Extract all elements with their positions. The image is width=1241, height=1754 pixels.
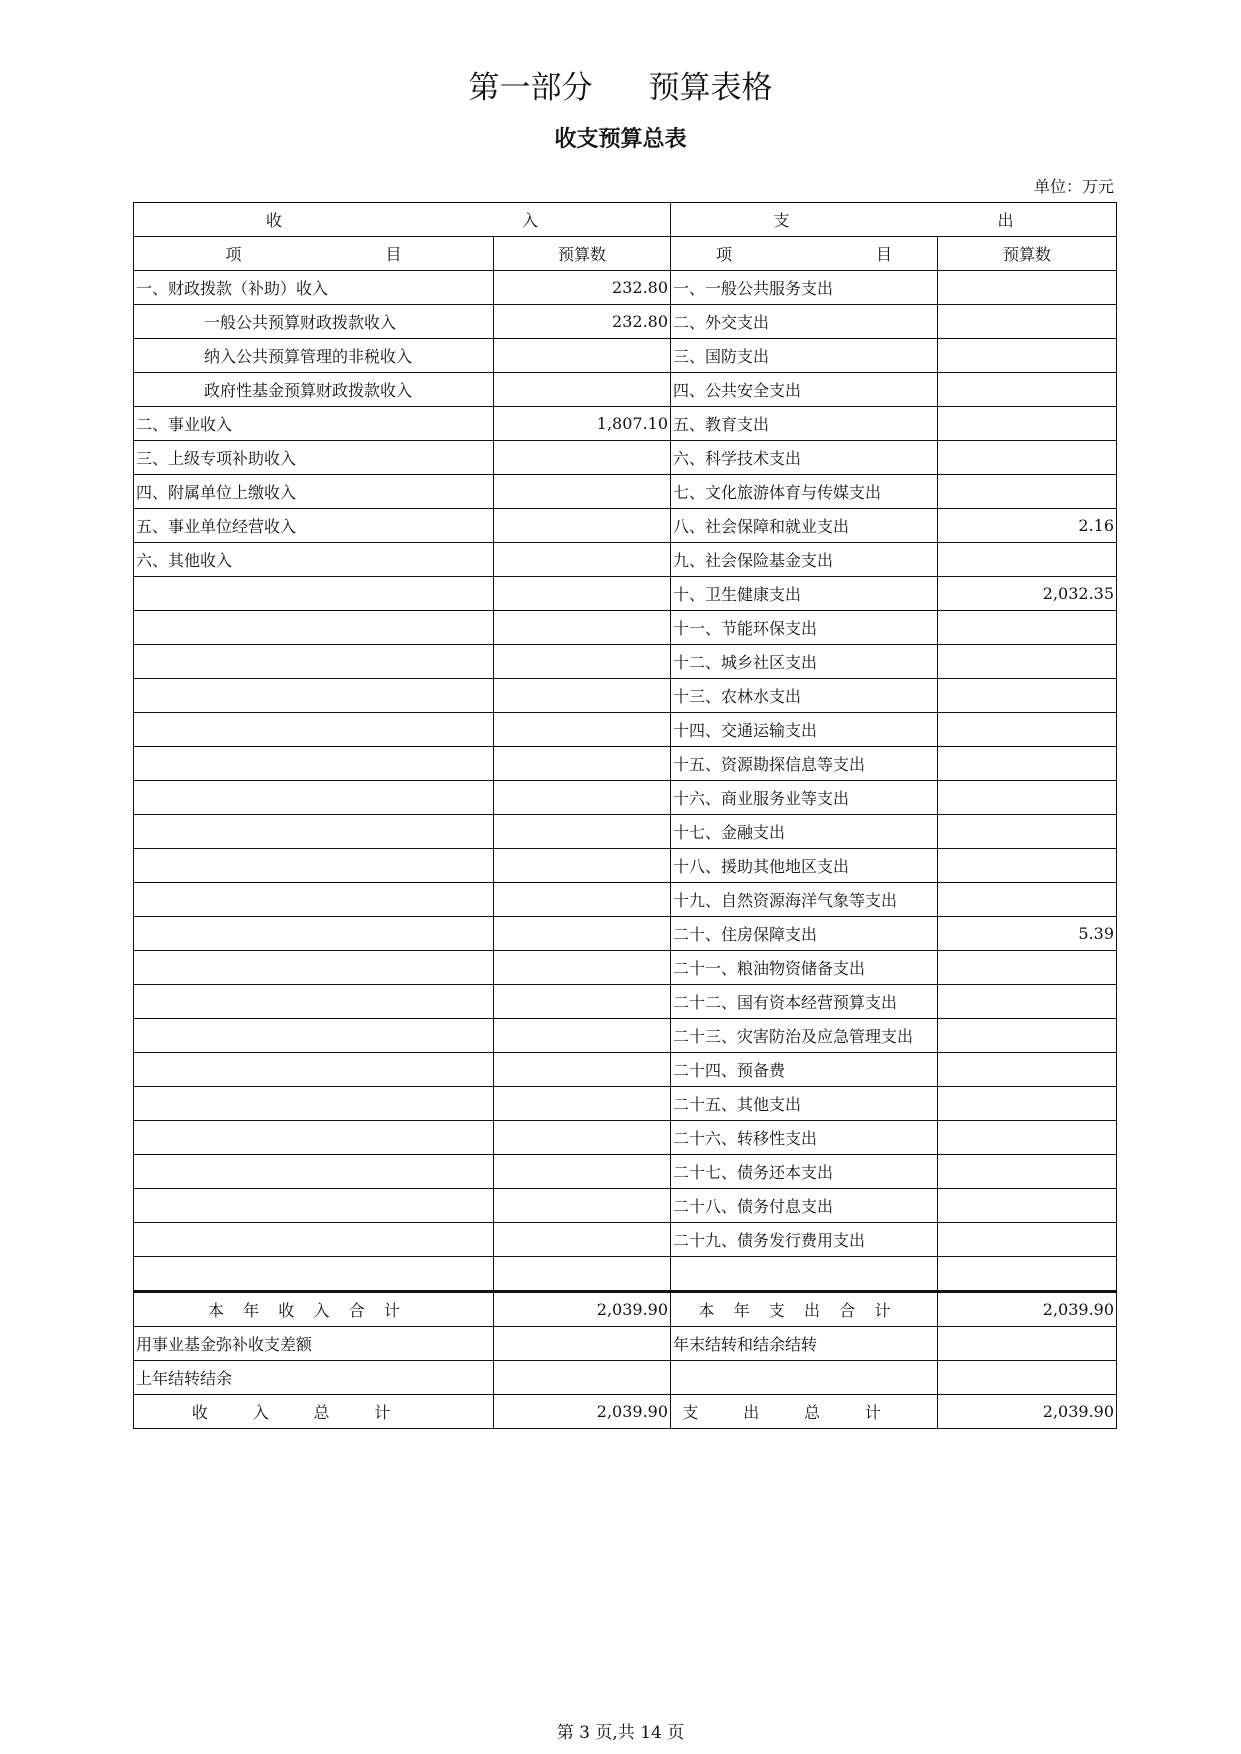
income-value — [494, 1189, 671, 1223]
table-row — [134, 713, 1117, 747]
expense-item: 二十七、债务还本支出 — [671, 1155, 938, 1189]
income-item — [134, 917, 494, 951]
income-item — [134, 577, 494, 611]
expense-value — [938, 339, 1117, 373]
expense-item: 八、社会保障和就业支出 — [671, 509, 938, 543]
expense-value — [938, 849, 1117, 883]
year-income-value: 2,039.90 — [494, 1292, 671, 1327]
income-value — [494, 1053, 671, 1087]
income-item — [134, 849, 494, 883]
year-expense-value: 2,039.90 — [938, 1292, 1117, 1327]
expense-value — [938, 441, 1117, 475]
table-row — [134, 951, 1117, 985]
income-value — [494, 849, 671, 883]
expense-item: 九、社会保险基金支出 — [671, 543, 938, 577]
expense-value — [938, 815, 1117, 849]
income-item — [134, 781, 494, 815]
income-item — [134, 1155, 494, 1189]
expense-value — [938, 781, 1117, 815]
expense-item: 二十二、国有资本经营预算支出 — [671, 985, 938, 1019]
income-item — [134, 815, 494, 849]
fund-row — [134, 1327, 1117, 1361]
table-row — [134, 577, 1117, 611]
table-row — [134, 985, 1117, 1019]
table-row — [134, 1155, 1117, 1189]
income-item: 三、上级专项补助收入 — [134, 441, 494, 475]
income-value — [494, 509, 671, 543]
expense-value — [938, 373, 1117, 407]
expense-item: 十二、城乡社区支出 — [671, 645, 938, 679]
income-value: 232.80 — [494, 305, 671, 339]
income-item — [134, 1121, 494, 1155]
table-row — [134, 407, 1117, 441]
income-item: 一、财政拨款（补助）收入 — [134, 271, 494, 305]
income-total-value: 2,039.90 — [494, 1395, 671, 1429]
year-income-label: 本年收入合计 — [134, 1292, 494, 1327]
table-row — [134, 645, 1117, 679]
expense-item: 二十一、粮油物资储备支出 — [671, 951, 938, 985]
expense-value — [938, 1121, 1117, 1155]
income-value — [494, 679, 671, 713]
table-row — [134, 373, 1117, 407]
income-item — [134, 883, 494, 917]
expense-value — [938, 475, 1117, 509]
subheader-row — [134, 237, 1117, 271]
table-row — [134, 883, 1117, 917]
income-value: 1,807.10 — [494, 407, 671, 441]
expense-item: 十六、商业服务业等支出 — [671, 781, 938, 815]
expense-amount-header: 预算数 — [938, 237, 1117, 271]
expense-header: 支 出 — [671, 203, 1117, 237]
grand-total-row — [134, 1395, 1117, 1429]
header-row — [134, 203, 1117, 237]
income-value — [494, 1019, 671, 1053]
income-item — [134, 713, 494, 747]
expense-value: 5.39 — [938, 917, 1117, 951]
expense-value — [938, 543, 1117, 577]
expense-item: 二十六、转移性支出 — [671, 1121, 938, 1155]
table-row — [134, 339, 1117, 373]
income-item: 纳入公共预算管理的非税收入 — [134, 339, 494, 373]
expense-item: 二十四、预备费 — [671, 1053, 938, 1087]
year-total-row — [134, 1292, 1117, 1327]
expense-item: 十四、交通运输支出 — [671, 713, 938, 747]
table-row — [134, 1223, 1117, 1257]
table-row — [134, 1257, 1117, 1292]
table-row — [134, 475, 1117, 509]
income-value — [494, 441, 671, 475]
income-value — [494, 985, 671, 1019]
income-item — [134, 679, 494, 713]
income-value — [494, 373, 671, 407]
income-item: 政府性基金预算财政拨款收入 — [134, 373, 494, 407]
expense-value — [938, 747, 1117, 781]
expense-value — [938, 1223, 1117, 1257]
expense-value — [938, 985, 1117, 1019]
expense-value — [938, 1189, 1117, 1223]
expense-item: 二十八、债务付息支出 — [671, 1189, 938, 1223]
expense-value — [938, 1019, 1117, 1053]
expense-value — [938, 271, 1117, 305]
expense-value — [938, 883, 1117, 917]
expense-value — [938, 679, 1117, 713]
prev-label: 上年结转结余 — [134, 1361, 494, 1395]
income-header: 收 入 — [134, 203, 671, 237]
income-value — [494, 713, 671, 747]
income-value — [494, 1087, 671, 1121]
table-row — [134, 1121, 1117, 1155]
table-row — [134, 849, 1117, 883]
part-label: 第一部分 — [468, 70, 593, 106]
expense-item: 十、卫生健康支出 — [671, 577, 938, 611]
expense-value — [938, 1087, 1117, 1121]
expense-value — [938, 611, 1117, 645]
expense-item: 二十五、其他支出 — [671, 1087, 938, 1121]
income-item: 二、事业收入 — [134, 407, 494, 441]
expense-item: 三、国防支出 — [671, 339, 938, 373]
income-value — [494, 543, 671, 577]
expense-item: 二、外交支出 — [671, 305, 938, 339]
page-number: 第 3 页,共 14 页 — [556, 1723, 685, 1743]
income-amount-header: 预算数 — [494, 237, 671, 271]
table-row — [134, 1019, 1117, 1053]
expense-item-header: 项 目 — [671, 237, 938, 271]
income-value — [494, 611, 671, 645]
income-value — [494, 1121, 671, 1155]
expense-item — [671, 1257, 938, 1292]
income-item: 六、其他收入 — [134, 543, 494, 577]
income-item — [134, 985, 494, 1019]
income-item — [134, 747, 494, 781]
income-value — [494, 1155, 671, 1189]
income-value — [494, 475, 671, 509]
expense-item: 四、公共安全支出 — [671, 373, 938, 407]
income-item-header: 项 目 — [134, 237, 494, 271]
income-item — [134, 1257, 494, 1292]
expense-item: 十三、农林水支出 — [671, 679, 938, 713]
income-value — [494, 815, 671, 849]
income-item: 五、事业单位经营收入 — [134, 509, 494, 543]
page-title — [0, 62, 1241, 107]
table-row — [134, 781, 1117, 815]
table-row — [134, 509, 1117, 543]
income-value — [494, 883, 671, 917]
expense-item: 五、教育支出 — [671, 407, 938, 441]
table-row — [134, 441, 1117, 475]
expense-item: 二十三、灾害防治及应急管理支出 — [671, 1019, 938, 1053]
expense-value — [938, 645, 1117, 679]
year-expense-label: 本年支出合计 — [671, 1292, 938, 1327]
table-title: 收支预算总表 — [554, 127, 687, 152]
table-row — [134, 271, 1117, 305]
expense-item: 十七、金融支出 — [671, 815, 938, 849]
income-item: 一般公共预算财政拨款收入 — [134, 305, 494, 339]
income-item — [134, 1223, 494, 1257]
expense-item: 七、文化旅游体育与传媒支出 — [671, 475, 938, 509]
carry-label: 年末结转和结余结转 — [671, 1327, 938, 1361]
expense-item: 十八、援助其他地区支出 — [671, 849, 938, 883]
expense-value — [938, 713, 1117, 747]
fund-label: 用事业基金弥补收支差额 — [134, 1327, 494, 1361]
income-item — [134, 951, 494, 985]
table-row — [134, 1087, 1117, 1121]
expense-item: 一、一般公共服务支出 — [671, 271, 938, 305]
expense-value — [938, 1053, 1117, 1087]
expense-value — [938, 951, 1117, 985]
expense-value — [938, 1257, 1117, 1292]
income-value — [494, 747, 671, 781]
table-row — [134, 917, 1117, 951]
expense-item: 十五、资源勘探信息等支出 — [671, 747, 938, 781]
table-row — [134, 611, 1117, 645]
income-value — [494, 339, 671, 373]
table-row — [134, 1053, 1117, 1087]
expense-value — [938, 1155, 1117, 1189]
income-item — [134, 1087, 494, 1121]
expense-total-label: 支出总计 — [671, 1395, 938, 1429]
expense-value: 2.16 — [938, 509, 1117, 543]
income-value — [494, 577, 671, 611]
table-row — [134, 305, 1117, 339]
income-item: 四、附属单位上缴收入 — [134, 475, 494, 509]
expense-value: 2,032.35 — [938, 577, 1117, 611]
table-row — [134, 815, 1117, 849]
part-name: 预算表格 — [648, 70, 773, 106]
income-item — [134, 611, 494, 645]
income-value — [494, 1223, 671, 1257]
income-item — [134, 1053, 494, 1087]
income-value — [494, 951, 671, 985]
unit-label: 单位：万元 — [1033, 177, 1114, 196]
table-row — [134, 679, 1117, 713]
expense-total-value: 2,039.90 — [938, 1395, 1117, 1429]
expense-item: 二十九、债务发行费用支出 — [671, 1223, 938, 1257]
income-value: 232.80 — [494, 271, 671, 305]
income-value — [494, 781, 671, 815]
income-value — [494, 645, 671, 679]
expense-item: 二十、住房保障支出 — [671, 917, 938, 951]
expense-item: 六、科学技术支出 — [671, 441, 938, 475]
expense-value — [938, 305, 1117, 339]
prev-row — [134, 1361, 1117, 1395]
income-value — [494, 917, 671, 951]
income-item — [134, 645, 494, 679]
table-row — [134, 747, 1117, 781]
income-total-label: 收入总计 — [134, 1395, 494, 1429]
expense-item: 十九、自然资源海洋气象等支出 — [671, 883, 938, 917]
table-row — [134, 543, 1117, 577]
income-item — [134, 1019, 494, 1053]
expense-value — [938, 407, 1117, 441]
budget-table — [133, 202, 1117, 1429]
income-value — [494, 1257, 671, 1292]
table-row — [134, 1189, 1117, 1223]
expense-item: 十一、节能环保支出 — [671, 611, 938, 645]
income-item — [134, 1189, 494, 1223]
